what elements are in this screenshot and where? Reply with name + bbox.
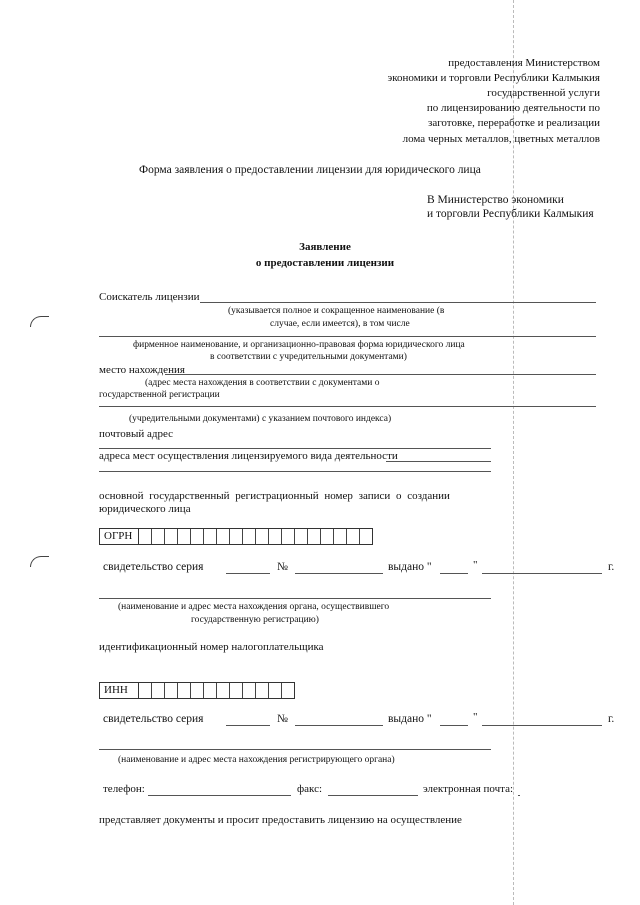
inn-cell[interactable] xyxy=(165,683,178,698)
ogrn-cell[interactable] xyxy=(204,529,217,544)
cert1-series-field[interactable] xyxy=(226,573,270,574)
cert1-day-field[interactable] xyxy=(440,573,468,574)
ogrn-cell[interactable] xyxy=(230,529,243,544)
inn-cell[interactable] xyxy=(230,683,243,698)
ogrn-cell[interactable] xyxy=(139,529,152,544)
addressee-line-2: и торговли Республики Калмыкия xyxy=(427,208,594,220)
cert1-hint-2: государственную регистрацию) xyxy=(191,615,319,625)
inn-cell[interactable] xyxy=(217,683,230,698)
cert2-series-field[interactable] xyxy=(226,725,270,726)
applicant-hint-3: фирменное наименование, и организационно-правовая форма юридического лица xyxy=(133,340,465,350)
postal-address-label: почтовый адрес xyxy=(99,428,174,440)
cert2-series-label: свидетельство серия xyxy=(103,713,204,725)
location-label: место нахождения xyxy=(99,364,185,376)
location-hint-1: (адрес места нахождения в соответствии с документами о xyxy=(145,378,380,388)
applicant-field-2[interactable] xyxy=(99,336,596,337)
ogrn-cell[interactable] xyxy=(191,529,204,544)
ogrn-cell[interactable] xyxy=(321,529,334,544)
applicant-hint-2: случае, если имеется), в том числе xyxy=(270,319,410,329)
activity-addresses-label: адреса мест осуществления лицензируемого вида деятельности xyxy=(99,450,398,462)
margin-mark-top xyxy=(30,316,49,327)
doc-title: Заявление xyxy=(299,241,351,253)
cert1-number-label: № xyxy=(277,561,288,573)
inn-cell[interactable] xyxy=(178,683,191,698)
ogrn-boxes[interactable] xyxy=(99,528,373,545)
ogrn-cell[interactable] xyxy=(308,529,321,544)
cert1-year-label: г. xyxy=(608,561,615,573)
inn-cell[interactable] xyxy=(152,683,165,698)
ogrn-cell[interactable] xyxy=(217,529,230,544)
applicant-hint-4: в соответствии с учредительными документами) xyxy=(210,352,407,362)
cert1-month-field[interactable] xyxy=(482,573,602,574)
cert1-hint-1: (наименование и адрес места нахождения органа, осуществившего xyxy=(118,602,390,612)
cert1-quote: " xyxy=(473,559,478,571)
margin-mark-bottom xyxy=(30,556,49,567)
header-line-3: государственной услуги xyxy=(487,87,600,99)
phone-field[interactable] xyxy=(148,795,291,796)
inn-cell[interactable] xyxy=(256,683,269,698)
ogrn-cell[interactable] xyxy=(334,529,347,544)
phone-label: телефон: xyxy=(103,783,145,795)
ogrn-cell[interactable] xyxy=(165,529,178,544)
header-line-2: экономики и торговли Республики Калмыкия xyxy=(387,72,600,84)
ogrn-cell[interactable] xyxy=(295,529,308,544)
cert2-number-field[interactable] xyxy=(295,725,383,726)
header-line-4: по лицензированию деятельности по xyxy=(426,102,600,114)
cert2-authority-field[interactable] xyxy=(99,749,491,750)
header-line-6: лома черных металлов, цветных металлов xyxy=(402,133,600,145)
ogrn-cell[interactable] xyxy=(178,529,191,544)
inn-label: идентификационный номер налогоплательщика xyxy=(99,641,324,653)
ogrn-cell[interactable] xyxy=(347,529,360,544)
inn-cell[interactable] xyxy=(282,683,294,698)
inn-cell[interactable] xyxy=(269,683,282,698)
applicant-field[interactable] xyxy=(200,302,596,303)
cert1-series-label: свидетельство серия xyxy=(103,561,204,573)
ogrn-cell[interactable] xyxy=(282,529,295,544)
header-line-5: заготовке, переработке и реализации xyxy=(427,117,600,129)
cert2-year-label: г. xyxy=(608,713,615,725)
inn-cell[interactable] xyxy=(139,683,152,698)
form-title: Форма заявления о предоставлении лицензии для юридического лица xyxy=(139,164,481,176)
cert2-quote: " xyxy=(473,711,478,723)
inn-cell[interactable] xyxy=(243,683,256,698)
ogrn-description-2: юридического лица xyxy=(99,503,191,515)
applicant-label: Соискатель лицензии xyxy=(99,291,200,303)
location-field-2[interactable] xyxy=(99,406,596,407)
addressee-line-1: В Министерство экономики xyxy=(427,194,564,206)
cert2-number-label: № xyxy=(277,713,288,725)
fax-label: факс: xyxy=(297,783,323,795)
inn-cell[interactable] xyxy=(191,683,204,698)
ogrn-cell[interactable] xyxy=(360,529,372,544)
ogrn-cell[interactable] xyxy=(256,529,269,544)
inn-boxes[interactable] xyxy=(99,682,295,699)
location-hint-2: государственной регистрации xyxy=(99,390,220,400)
cert2-month-field[interactable] xyxy=(482,725,602,726)
ogrn-cell[interactable] xyxy=(152,529,165,544)
cert2-day-field[interactable] xyxy=(440,725,468,726)
ogrn-cell[interactable] xyxy=(243,529,256,544)
footer-text: представляет документы и просит предоставить лицензию на осуществление xyxy=(99,814,462,826)
activity-addresses-field[interactable] xyxy=(386,461,491,462)
cert2-issued-label: выдано " xyxy=(388,713,432,725)
ogrn-box-label: ОГРН xyxy=(100,529,139,544)
postal-address-field[interactable] xyxy=(99,448,491,449)
email-label: электронная почта: xyxy=(423,783,514,795)
location-hint-3: (учредительными документами) с указанием почтового индекса) xyxy=(129,414,392,424)
header-line-1: предоставления Министерством xyxy=(448,57,600,69)
inn-box-label: ИНН xyxy=(100,683,139,698)
activity-addresses-field-2[interactable] xyxy=(99,471,491,472)
applicant-hint-1: (указывается полное и сокращенное наименование (в xyxy=(228,306,445,316)
cert1-issued-label: выдано " xyxy=(388,561,432,573)
cert1-number-field[interactable] xyxy=(295,573,383,574)
cert2-hint-1: (наименование и адрес места нахождения регистрирующего органа) xyxy=(118,755,395,765)
location-field[interactable] xyxy=(165,374,596,375)
inn-cell[interactable] xyxy=(204,683,217,698)
ogrn-cell[interactable] xyxy=(269,529,282,544)
doc-subtitle: о предоставлении лицензии xyxy=(255,257,395,269)
cert1-authority-field[interactable] xyxy=(99,598,491,599)
email-field[interactable] xyxy=(518,795,520,796)
fax-field[interactable] xyxy=(328,795,418,796)
ogrn-description-1: основной государственный регистрационный номер записи о создании xyxy=(99,490,450,502)
